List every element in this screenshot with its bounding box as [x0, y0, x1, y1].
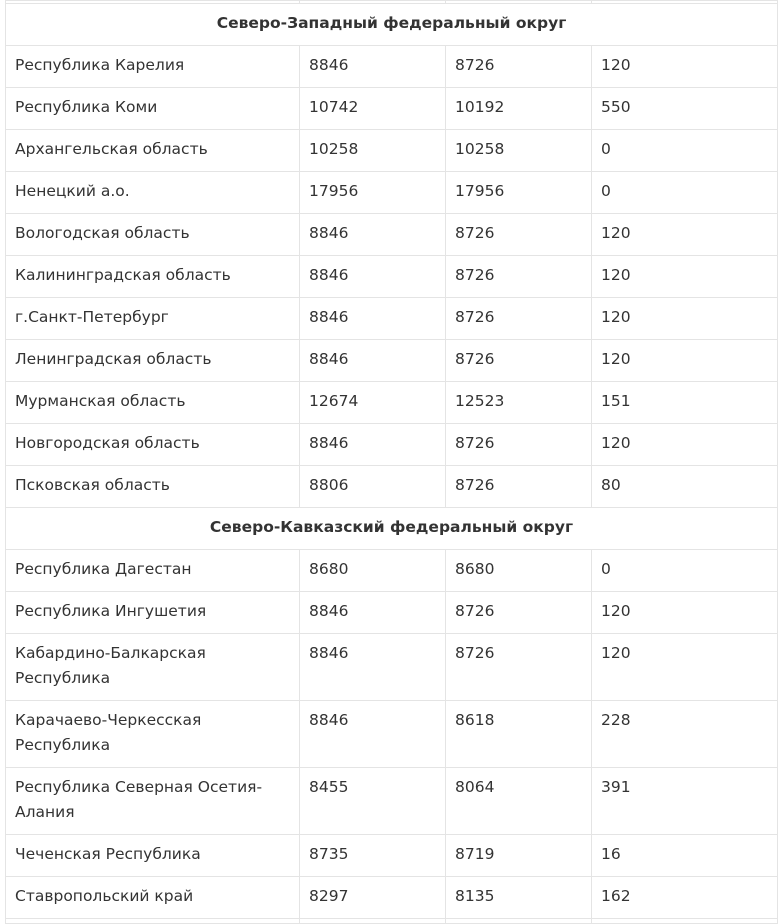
value-cell-2: 8726 — [446, 340, 592, 382]
table-cell — [446, 919, 592, 924]
region-name-cell: Чеченская Республика — [6, 835, 300, 877]
value-cell-3: 162 — [592, 877, 778, 919]
value-cell-2: 12523 — [446, 382, 592, 424]
region-name-cell: Вологодская область — [6, 214, 300, 256]
region-name-cell: Архангельская область — [6, 130, 300, 172]
table-row — [6, 466, 778, 508]
value-cell-3: 80 — [592, 466, 778, 508]
table-row — [6, 298, 778, 340]
table-row — [6, 877, 778, 919]
value-cell-2: 8726 — [446, 256, 592, 298]
region-name-cell: Мурманская область — [6, 382, 300, 424]
table-row — [6, 835, 778, 877]
region-name-cell: Республика Ингушетия — [6, 592, 300, 634]
salary-table-container — [5, 0, 774, 924]
value-cell-1: 8806 — [300, 466, 446, 508]
value-cell-3: 120 — [592, 46, 778, 88]
value-cell-3: 120 — [592, 634, 778, 701]
table-row — [6, 130, 778, 172]
region-name-cell: Ленинградская область — [6, 340, 300, 382]
table-cell — [6, 919, 300, 924]
table-row — [6, 634, 778, 701]
value-cell-1: 8846 — [300, 340, 446, 382]
value-cell-1: 8846 — [300, 298, 446, 340]
next-row-remnant — [6, 919, 778, 924]
value-cell-1: 8846 — [300, 46, 446, 88]
value-cell-2: 8726 — [446, 634, 592, 701]
value-cell-2: 17956 — [446, 172, 592, 214]
region-name-cell: Республика Карелия — [6, 46, 300, 88]
table-cell — [592, 919, 778, 924]
value-cell-3: 0 — [592, 550, 778, 592]
value-cell-2: 8064 — [446, 768, 592, 835]
region-name-cell: Республика Северная Осетия-Алания — [6, 768, 300, 835]
value-cell-3: 16 — [592, 835, 778, 877]
value-cell-2: 8726 — [446, 592, 592, 634]
value-cell-2: 8726 — [446, 298, 592, 340]
value-cell-3: 0 — [592, 130, 778, 172]
region-name-cell: Республика Коми — [6, 88, 300, 130]
value-cell-1: 8680 — [300, 550, 446, 592]
value-cell-2: 10258 — [446, 130, 592, 172]
value-cell-1: 8846 — [300, 592, 446, 634]
value-cell-1: 10742 — [300, 88, 446, 130]
region-name-cell: г.Санкт-Петербург — [6, 298, 300, 340]
region-name-cell: Калининградская область — [6, 256, 300, 298]
value-cell-1: 8297 — [300, 877, 446, 919]
value-cell-3: 550 — [592, 88, 778, 130]
region-name-cell: Кабардино-Балкарская Республика — [6, 634, 300, 701]
table-row — [6, 172, 778, 214]
value-cell-1: 17956 — [300, 172, 446, 214]
value-cell-3: 120 — [592, 298, 778, 340]
value-cell-2: 8680 — [446, 550, 592, 592]
value-cell-2: 8135 — [446, 877, 592, 919]
table-row — [6, 340, 778, 382]
value-cell-1: 12674 — [300, 382, 446, 424]
value-cell-2: 10192 — [446, 88, 592, 130]
value-cell-2: 8719 — [446, 835, 592, 877]
section-header-row — [6, 508, 778, 550]
value-cell-2: 8726 — [446, 466, 592, 508]
value-cell-1: 8455 — [300, 768, 446, 835]
value-cell-1: 8735 — [300, 835, 446, 877]
value-cell-3: 0 — [592, 172, 778, 214]
section-title: Северо-Кавказский федеральный округ — [6, 508, 778, 550]
region-name-cell: Новгородская область — [6, 424, 300, 466]
region-data-table — [5, 0, 778, 924]
value-cell-3: 120 — [592, 340, 778, 382]
value-cell-3: 120 — [592, 256, 778, 298]
table-row — [6, 768, 778, 835]
value-cell-2: 8726 — [446, 214, 592, 256]
table-row — [6, 382, 778, 424]
region-name-cell: Псковская область — [6, 466, 300, 508]
table-row — [6, 701, 778, 768]
value-cell-3: 391 — [592, 768, 778, 835]
table-row — [6, 592, 778, 634]
value-cell-3: 151 — [592, 382, 778, 424]
value-cell-2: 8618 — [446, 701, 592, 768]
value-cell-2: 8726 — [446, 424, 592, 466]
value-cell-3: 120 — [592, 214, 778, 256]
region-name-cell: Ставропольский край — [6, 877, 300, 919]
table-body — [6, 1, 778, 924]
value-cell-3: 228 — [592, 701, 778, 768]
region-name-cell: Карачаево-Черкесская Республика — [6, 701, 300, 768]
value-cell-2: 8726 — [446, 46, 592, 88]
table-row — [6, 88, 778, 130]
region-name-cell: Республика Дагестан — [6, 550, 300, 592]
value-cell-1: 10258 — [300, 130, 446, 172]
table-row — [6, 46, 778, 88]
table-row — [6, 424, 778, 466]
value-cell-3: 120 — [592, 424, 778, 466]
section-title: Северо-Западный федеральный округ — [6, 4, 778, 46]
value-cell-1: 8846 — [300, 634, 446, 701]
value-cell-1: 8846 — [300, 424, 446, 466]
value-cell-1: 8846 — [300, 256, 446, 298]
value-cell-3: 120 — [592, 592, 778, 634]
table-row — [6, 550, 778, 592]
value-cell-1: 8846 — [300, 214, 446, 256]
region-name-cell: Ненецкий а.о. — [6, 172, 300, 214]
table-row — [6, 214, 778, 256]
section-header-row — [6, 4, 778, 46]
table-row — [6, 256, 778, 298]
table-cell — [300, 919, 446, 924]
value-cell-1: 8846 — [300, 701, 446, 768]
